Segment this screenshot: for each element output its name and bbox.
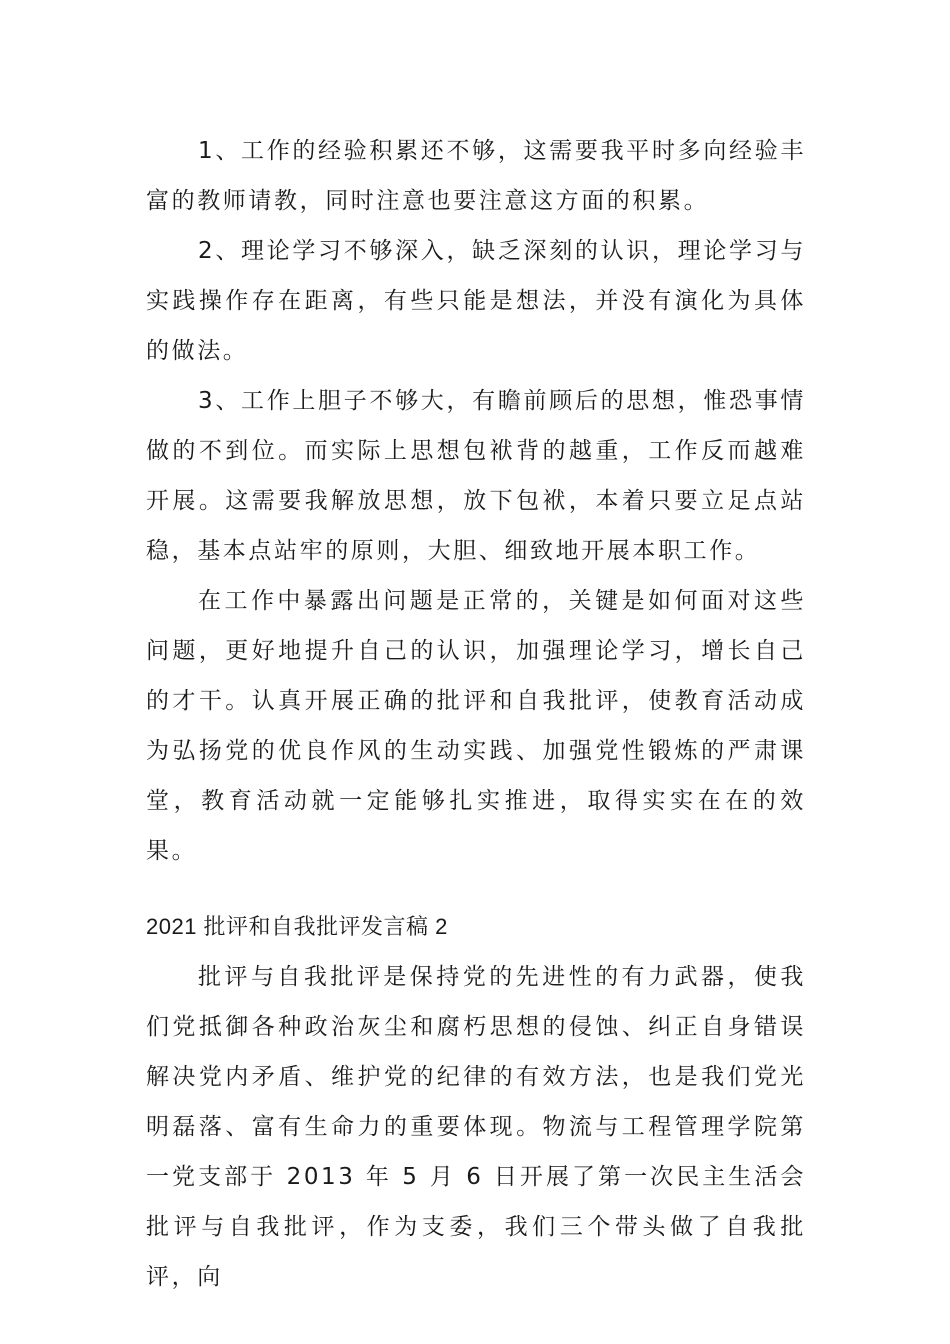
paragraph-item-2: 2、理论学习不够深入，缺乏深刻的认识，理论学习与实践操作存在距离，有些只能是想法，并没有演化为具体的做法。: [146, 238, 806, 364]
paragraph-item-3: 3、工作上胆子不够大，有瞻前顾后的思想，惟恐事情做的不到位。而实际上思想包袱背的越重，工作反而越难开展。这需要我解放思想，放下包袱，本着只要立足点站稳，基本点站牢的原则，大胆、细致地开展本职工作。: [146, 388, 806, 564]
section-heading: 2021 批评和自我批评发言稿 2: [146, 914, 448, 939]
paragraph-summary: 在工作中暴露出问题是正常的，关键是如何面对这些问题，更好地提升自己的认识，加强理论学习，增长自己的才干。认真开展正确的批评和自我批评，使教育活动成为弘扬党的优良作风的生动实践、加强党性锻炼的严肃课堂，教育活动就一定能够扎实推进，取得实实在在的效果。: [146, 588, 806, 864]
document-body: [146, 126, 806, 1302]
paragraph-item-1: 1、工作的经验积累还不够，这需要我平时多向经验丰富的教师请教，同时注意也要注意这方面的积累。: [146, 138, 806, 214]
paragraph-section2-body: 批评与自我批评是保持党的先进性的有力武器，使我们党抵御各种政治灰尘和腐朽思想的侵蚀、纠正自身错误解决党内矛盾、维护党的纪律的有效方法，也是我们党光明磊落、富有生命力的重要体现。物流与工程管理学院第一党支部于 2013 年 5 月 6 日开展了第一次民主生活会批评与自我批评，作为支委，我们三个带头做了自我批评，向: [146, 964, 806, 1290]
